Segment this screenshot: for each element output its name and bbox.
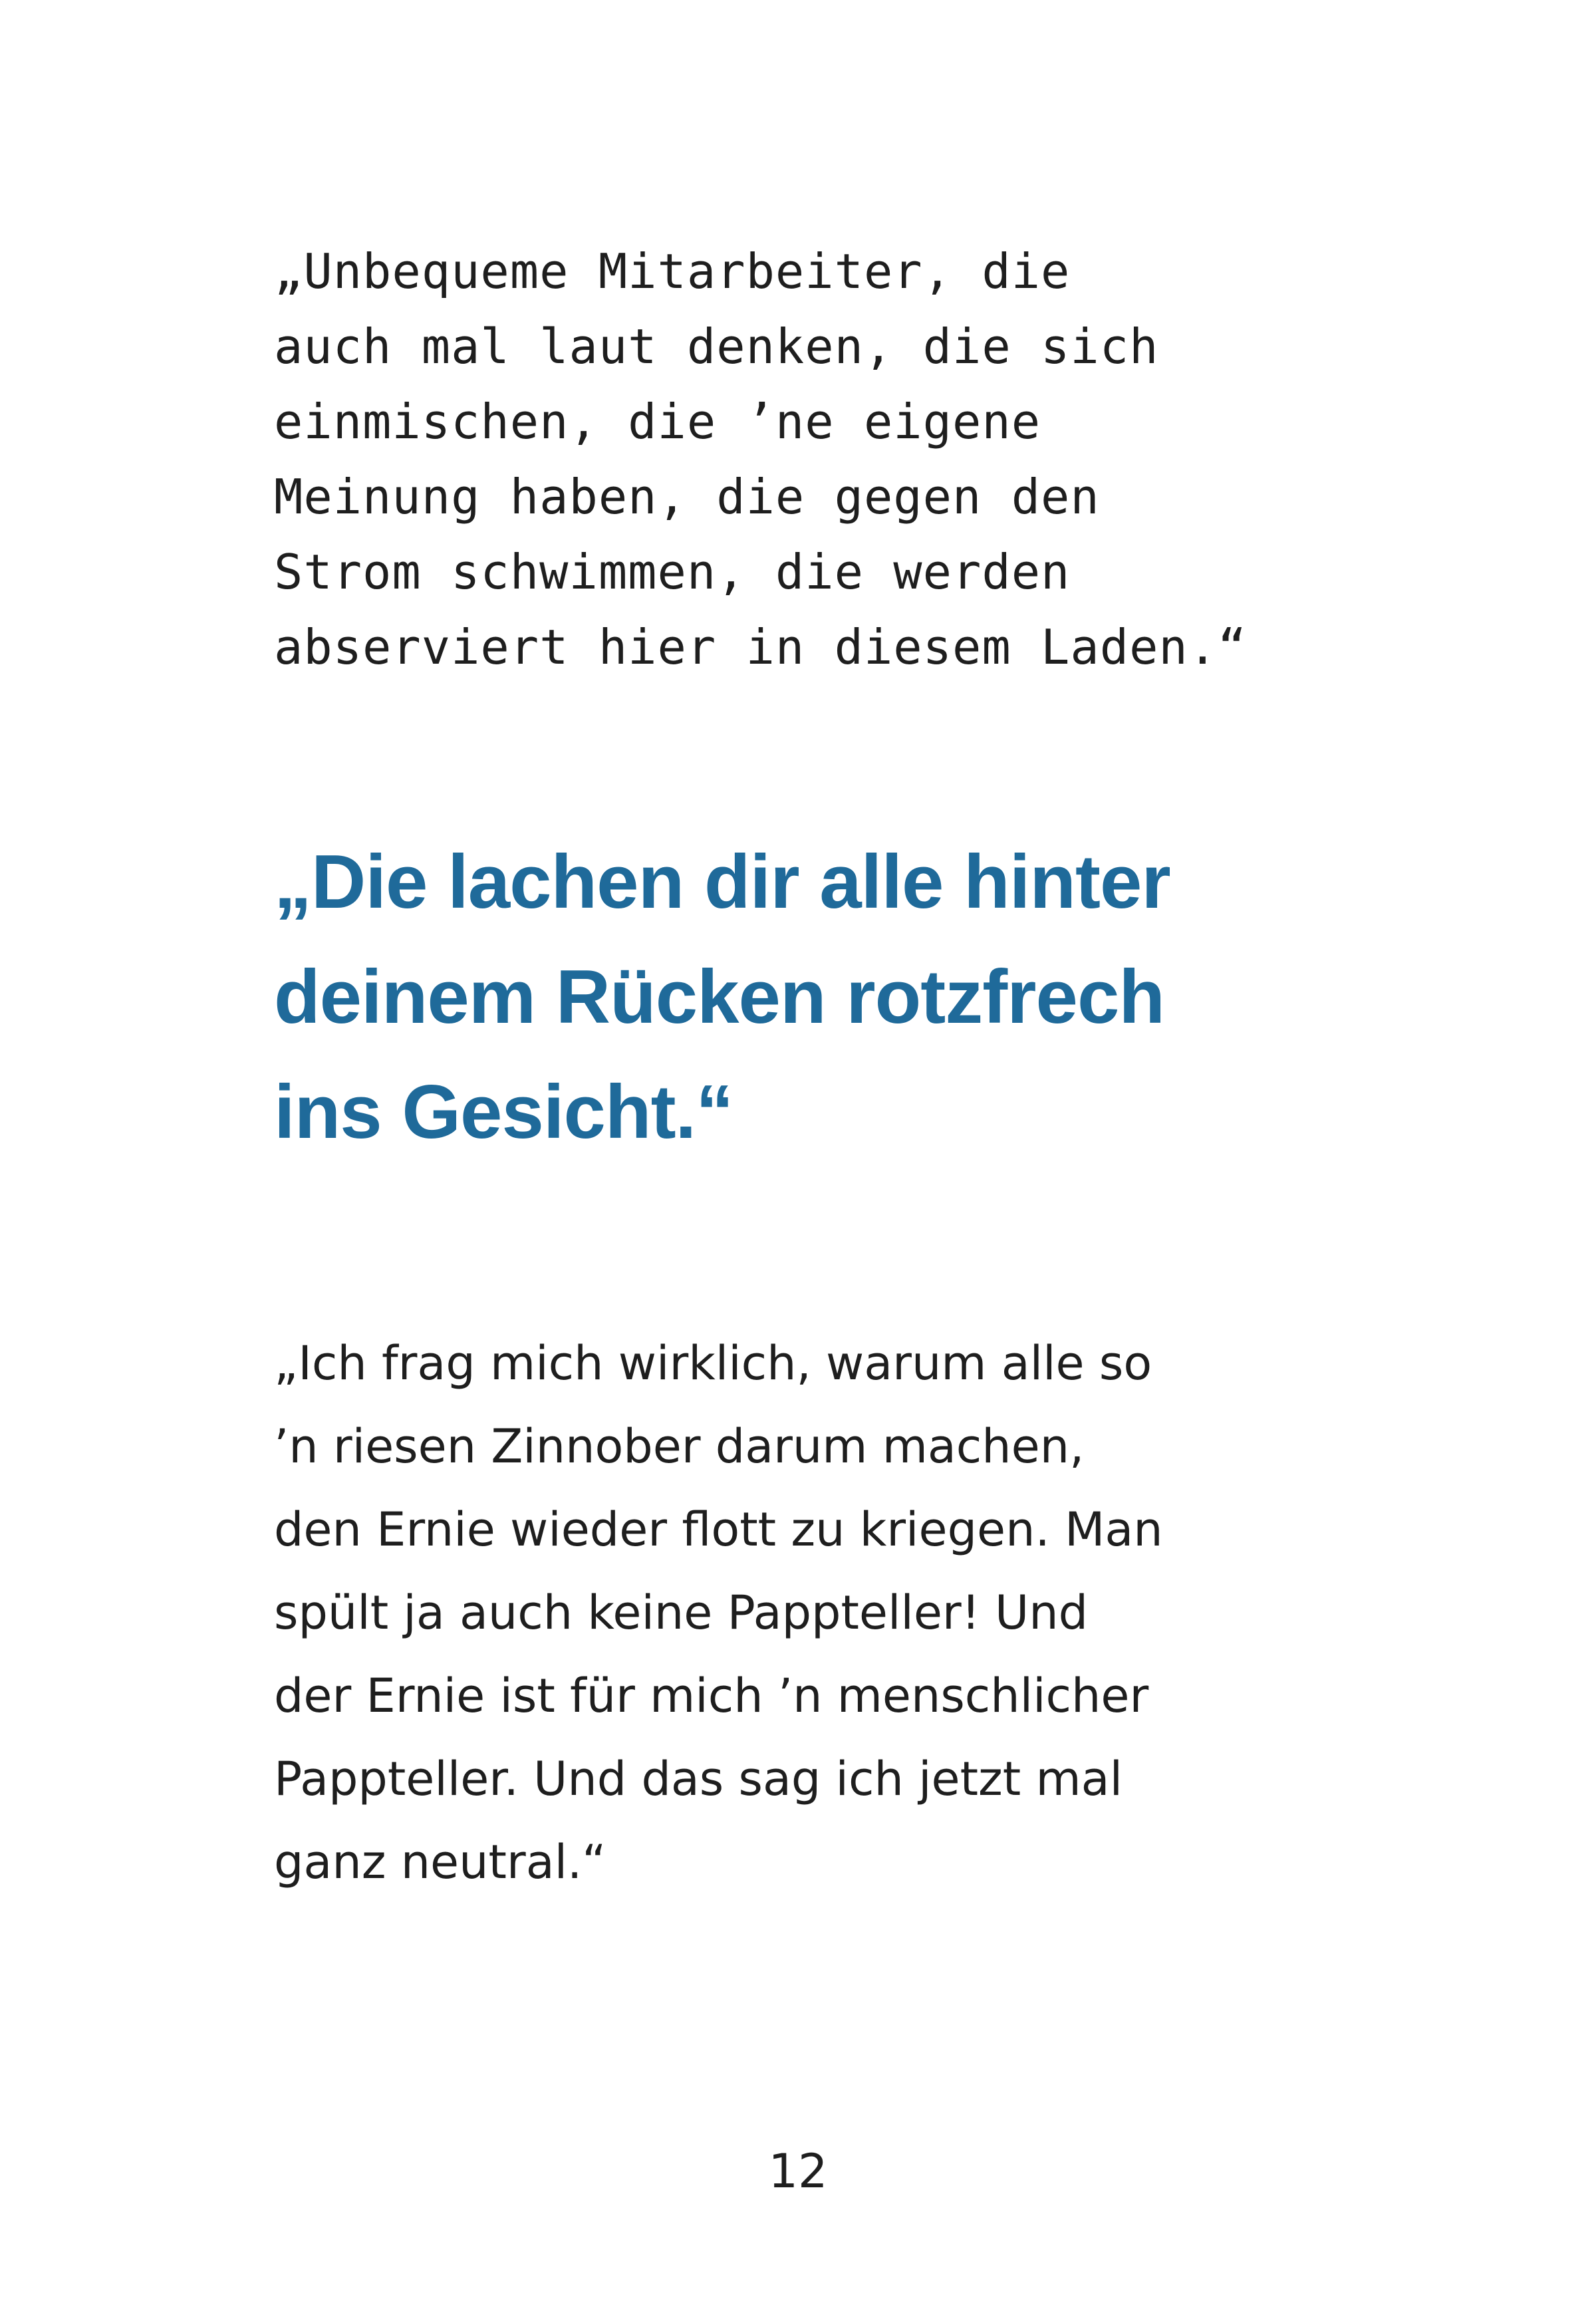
quote-highlight: „Die lachen dir alle hinter deinem Rücken rotzfrech ins Gesicht.“ — [274, 840, 1170, 1154]
quote-body: „Ich frag mich wirklich, warum alle so ’n riesen Zinnober darum machen, den Ernie wieder flott zu kriegen. Man spült ja auch keine Pappteller! Und der Ernie ist für mich ’n menschlicher Pappteller. Und das sag ich jetzt mal ganz neutral.“ — [274, 1336, 1163, 1889]
quote-typewriter: „Unbequeme Mitarbeiter, die auch mal laut denken, die sich einmischen, die ’ne eigene Meinung haben, die gegen den Strom schwimmen, die werden abserviert hier in diesem Laden.“ — [274, 243, 1248, 675]
page-number: 12 — [768, 2144, 828, 2199]
